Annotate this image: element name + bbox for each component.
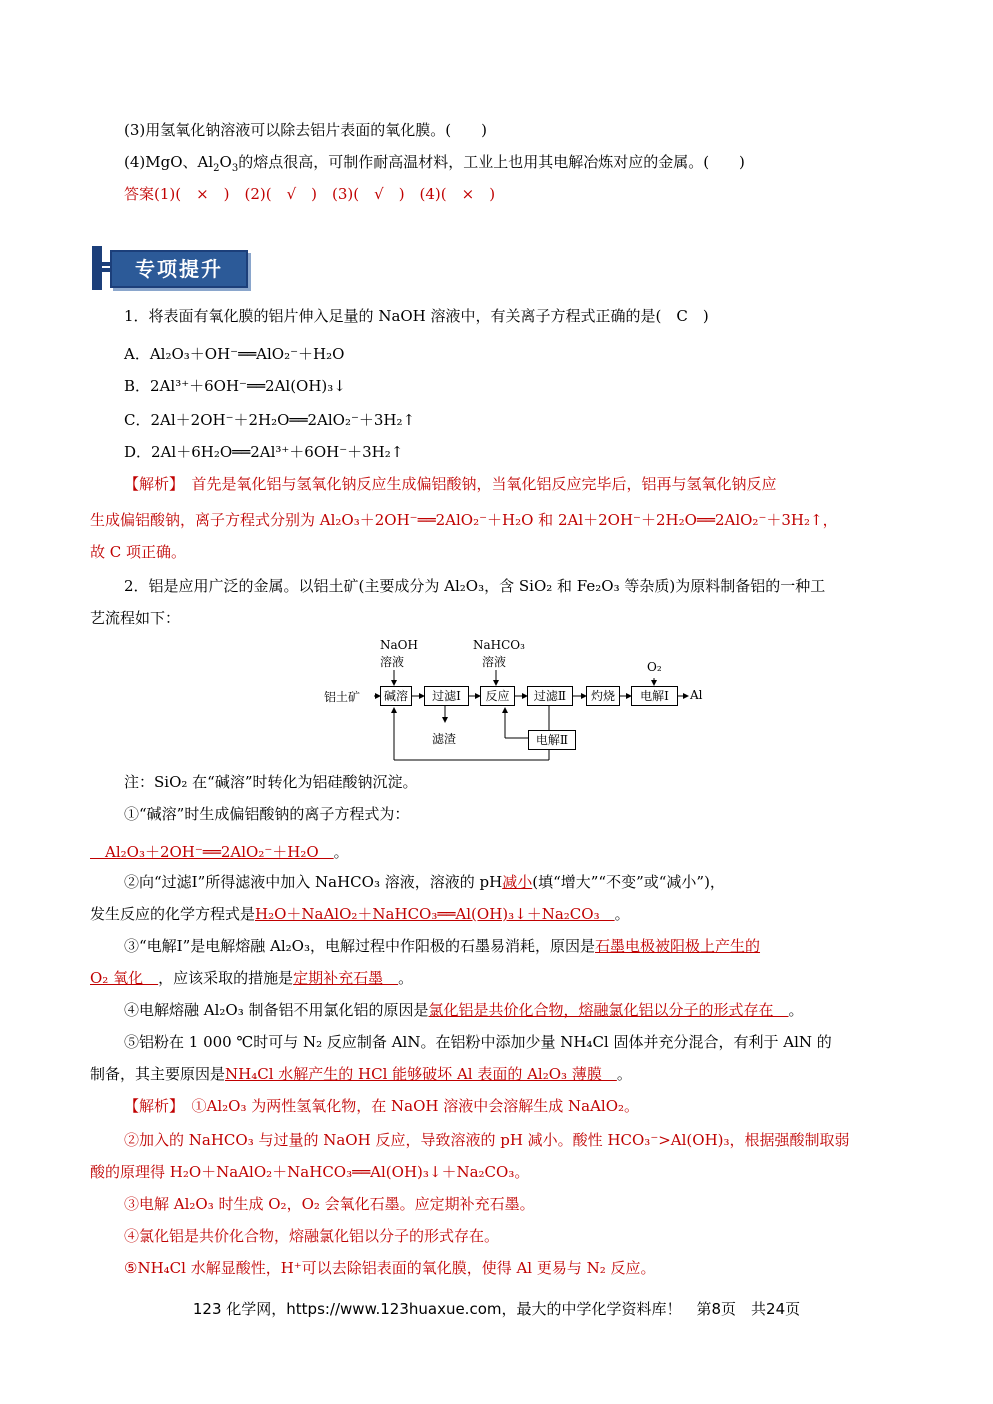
flow-nahco3: NaHCO₃ bbox=[473, 638, 525, 652]
analysis-label: 【解析】 bbox=[124, 475, 177, 493]
question-3: (3)用氢氧化钠溶液可以除去铝片表面的氧化膜。( ) bbox=[124, 121, 487, 139]
period: 。 bbox=[333, 843, 349, 861]
flow-box-electrolysis-2: 电解Ⅱ bbox=[528, 730, 576, 750]
question-4: (4)MgO、$Al_2O_3$的熔点很高，可制作耐高温材料，工业上也用其电解冶炼对应的金属。( ) bbox=[124, 153, 745, 174]
question-4-part1: (4)MgO、Al bbox=[124, 153, 214, 171]
flow-ore: 铝土矿 bbox=[324, 690, 361, 704]
q1-stem: 1．将表面有氧化膜的铝片伸入足量的 NaOH 溶液中，有关离子方程式正确的是( C ) bbox=[124, 307, 709, 325]
section-badge bbox=[92, 246, 248, 290]
q2-part2-answer1: 减小 bbox=[502, 873, 533, 891]
q2-analysis-text1: ①Al₂O₃ 为两性氢氧化物，在 NaOH 溶液中会溶解生成 NaAlO₂。 bbox=[191, 1097, 640, 1115]
period: 。 bbox=[614, 905, 630, 923]
q2-part2-text2: (填“增大”“不变”或“减小”)， bbox=[532, 873, 725, 891]
q2-part3-text: ③“电解Ⅰ”是电解熔融 Al₂O₃，电解过程中作阳极的石墨易消耗，原因是 bbox=[124, 937, 595, 955]
flow-naoh-solution: 溶液 bbox=[380, 655, 405, 669]
analysis-label: 【解析】 bbox=[124, 1097, 177, 1115]
q1-option-c: C．2Al＋2OH⁻＋2H₂O══2AlO₂⁻＋3H₂↑ bbox=[124, 411, 416, 429]
q2-part4-text: ④电解熔融 Al₂O₃ 制备铝不用氯化铝的原因是 bbox=[124, 1001, 429, 1019]
flow-box-filter-1: 过滤Ⅰ bbox=[424, 686, 469, 706]
q2-part3-answer2: 定期补充石墨 bbox=[293, 969, 399, 987]
q1-option-b: B．2Al³⁺＋6OH⁻══2Al(OH)₃↓ bbox=[124, 377, 346, 395]
answer-line: 答案(1)( × ) (2)( √ ) (3)( √ ) (4)( × ) bbox=[124, 185, 496, 203]
q2-analysis-1 bbox=[124, 1096, 944, 1116]
q2-part2-text: ②向“过滤Ⅰ”所得滤液中加入 NaHCO₃ 溶液，溶液的 pH bbox=[124, 873, 503, 891]
q2-analysis-5: ⑤NH₄Cl 水解显酸性，H⁺可以去除铝表面的氧化膜，使得 Al 更易与 N₂ 反应。 bbox=[124, 1259, 656, 1277]
q2-part5-line2 bbox=[90, 1064, 910, 1084]
flow-box-electrolysis-1: 电解Ⅰ bbox=[631, 686, 678, 706]
q2-part5-line1: ⑤铝粉在 1 000 ℃时可与 N₂ 反应制备 AlN。在铝粉中添加少量 NH₄Cl 固体并充分混合，有利于 AlN 的 bbox=[124, 1033, 832, 1051]
flow-box-calcine: 灼烧 bbox=[586, 686, 620, 706]
q2-part3-line2 bbox=[90, 968, 910, 988]
q2-part5-text: 制备，其主要原因是 bbox=[90, 1065, 226, 1083]
q1-option-d: D．2Al＋6H₂O══2Al³⁺＋6OH⁻＋3H₂↑ bbox=[124, 443, 404, 461]
q2-analysis-2a: ②加入的 NaHCO₃ 与过量的 NaOH 反应，导致溶液的 pH 减小。酸性 HCO₃⁻>Al(OH)₃，根据强酸制取弱 bbox=[124, 1131, 850, 1149]
q1-analysis-text1: 首先是氧化铝与氢氧化钠反应生成偏铝酸钠，当氧化铝反应完毕后，铝再与氢氧化钠反应 bbox=[191, 475, 777, 493]
q1-analysis-line3: 故 C 项正确。 bbox=[90, 543, 187, 561]
q2-part3-text2: ，应该采取的措施是 bbox=[158, 969, 294, 987]
q2-part1-answer: Al₂O₃＋2OH⁻══2AlO₂⁻＋H₂O bbox=[90, 843, 334, 861]
q2-part3-line1 bbox=[124, 936, 944, 956]
q2-part2-line1 bbox=[124, 872, 944, 892]
flow-naoh: NaOH bbox=[380, 638, 418, 652]
flow-residue: 滤渣 bbox=[432, 732, 457, 746]
q2-part5-answer: NH₄Cl 水解产生的 HCl 能够破坏 Al 表面的 Al₂O₃ 薄膜 bbox=[225, 1065, 617, 1083]
q2-part4 bbox=[124, 1000, 944, 1020]
q1-analysis-line1 bbox=[124, 474, 944, 494]
flow-box-alkali-dissolve: 碱溶 bbox=[380, 686, 412, 706]
period: 。 bbox=[398, 969, 414, 987]
q1-option-a: A．Al₂O₃＋OH⁻══AlO₂⁻＋H₂O bbox=[124, 345, 345, 363]
q2-part3-answer1a: 石墨电极被阳极上产生的 bbox=[595, 937, 761, 955]
period: 。 bbox=[788, 1001, 804, 1019]
question-4-part2: 的熔点很高，可制作耐高温材料，工业上也用其电解冶炼对应的金属。( ) bbox=[238, 153, 745, 171]
flow-nahco3-solution: 溶液 bbox=[482, 655, 507, 669]
q2-analysis-3: ③电解 Al₂O₃ 时生成 O₂，O₂ 会氧化石墨。应定期补充石墨。 bbox=[124, 1195, 535, 1213]
q2-part2-line2 bbox=[90, 904, 910, 924]
q2-note: 注：SiO₂ 在“碱溶”时转化为铝硅酸钠沉淀。 bbox=[124, 773, 418, 791]
q2-analysis-4: ④氯化铝是共价化合物，熔融氯化铝以分子的形式存在。 bbox=[124, 1227, 500, 1245]
q2-part4-answer: 氯化铝是共价化合物，熔融氯化铝以分子的形式存在 bbox=[428, 1001, 789, 1019]
process-flow-diagram bbox=[320, 636, 720, 766]
q2-part1: ①“碱溶”时生成偏铝酸钠的离子方程式为： bbox=[124, 805, 410, 823]
page-footer: 123 化学网，https://www.123huaxue.com，最大的中学化学资料库！ 第8页 共24页 bbox=[192, 1300, 801, 1318]
flow-o2: O₂ bbox=[647, 660, 662, 674]
q1-analysis-line2: 生成偏铝酸钠，离子方程式分别为 Al₂O₃＋2OH⁻══2AlO₂⁻＋H₂O 和 2Al＋2OH⁻＋2H₂O══2AlO₂⁻＋3H₂↑， bbox=[90, 511, 838, 529]
flow-box-reaction: 反应 bbox=[480, 686, 515, 706]
q2-analysis-2b: 酸的原理得 H₂O＋NaAlO₂＋NaHCO₃══Al(OH)₃↓＋Na₂CO₃。 bbox=[90, 1163, 530, 1181]
q2-part2-answer2: H₂O＋NaAlO₂＋NaHCO₃══Al(OH)₃↓＋Na₂CO₃ bbox=[255, 905, 615, 923]
section-title: 专项提升 bbox=[110, 250, 248, 288]
q2-stem-1: 2．铝是应用广泛的金属。以铝土矿(主要成分为 Al₂O₃，含 SiO₂ 和 Fe₂O₃ 等杂质)为原料制备铝的一种工 bbox=[124, 577, 826, 595]
period: 。 bbox=[616, 1065, 632, 1083]
q2-stem-2: 艺流程如下： bbox=[90, 609, 181, 627]
q2-part2-text3: 发生反应的化学方程式是 bbox=[90, 905, 256, 923]
q2-part1-answer-line bbox=[90, 842, 910, 862]
q2-part3-answer1b: O₂ 氧化 bbox=[90, 969, 159, 987]
flow-al: Al bbox=[690, 688, 703, 702]
flow-box-filter-2: 过滤Ⅱ bbox=[527, 686, 573, 706]
